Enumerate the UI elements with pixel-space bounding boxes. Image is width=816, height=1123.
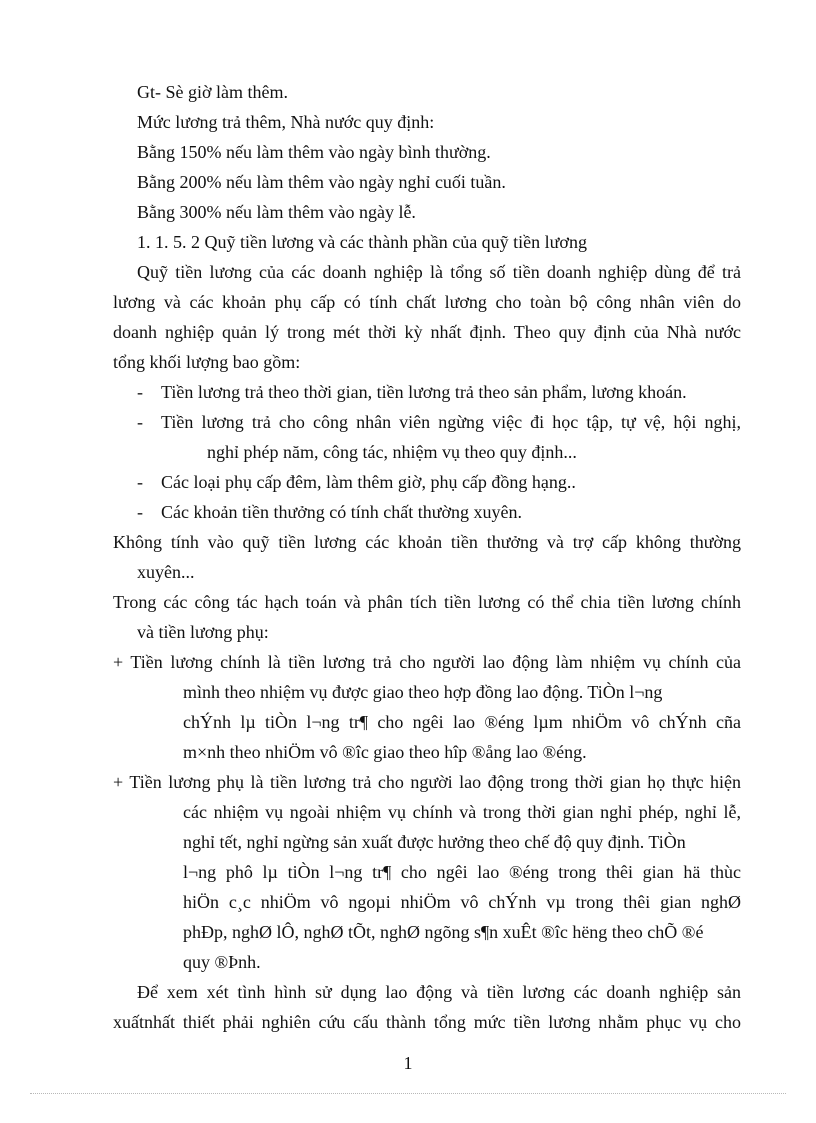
bullet-dash: - xyxy=(137,382,143,402)
plus-item: + Tiền lương chính là tiền lương trả cho người lao động làm nhiệm vụ chính của xyxy=(113,652,741,672)
list-item: Tiền lương trả cho công nhân viên ngừng việc đi học tập, tự vệ, hội nghị, xyxy=(161,412,741,432)
text-line: Bằng 300% nếu làm thêm vào ngày lễ. xyxy=(137,202,416,222)
plus-item-continued: chÝnh lµ tiÒn l¬ng tr¶ cho ngêi lao ®éng lµm nhiÖm vô chÝnh cña xyxy=(183,712,741,732)
text-line: Gt- Sè giờ làm thêm. xyxy=(137,82,288,102)
plus-item-continued: mình theo nhiệm vụ được giao theo hợp đồng lao động. TiÒn l¬ng xyxy=(183,682,663,702)
list-item: Các loại phụ cấp đêm, làm thêm giờ, phụ cấp đồng hạng.. xyxy=(161,472,576,492)
paragraph-line: Trong các công tác hạch toán và phân tích tiền lương có thể chia tiền lương chính xyxy=(113,592,741,612)
paragraph-line: doanh nghiệp quản lý trong mét thời kỳ nhất định. Theo quy định của Nhà nước xyxy=(113,322,741,342)
plus-item-continued: l¬ng phô lµ tiÒn l¬ng tr¶ cho ngêi lao ®éng trong thêi gian hä thùc xyxy=(183,862,741,882)
text-line: Bằng 150% nếu làm thêm vào ngày bình thường. xyxy=(137,142,491,162)
paragraph-line: lương và các khoản phụ cấp có tính chất lương cho toàn bộ công nhân viên do xyxy=(113,292,741,312)
paragraph-line: Không tính vào quỹ tiền lương các khoản tiền thưởng và trợ cấp không thường xyxy=(113,532,741,552)
plus-item-continued: m×nh theo nhiÖm vô ®îc giao theo hîp ®ång lao ®éng. xyxy=(183,742,587,762)
list-item: Tiền lương trả theo thời gian, tiền lương trả theo sản phẩm, lương khoán. xyxy=(161,382,687,402)
bullet-dash: - xyxy=(137,502,143,522)
plus-item-continued: các nhiệm vụ ngoài nhiệm vụ chính và trong thời gian nghỉ phép, nghỉ lễ, xyxy=(183,802,741,822)
paragraph-line: và tiền lương phụ: xyxy=(137,622,269,642)
plus-item-continued: nghỉ tết, nghỉ ngừng sản xuất được hưởng theo chế độ quy định. TiÒn xyxy=(183,832,686,852)
list-item: Các khoản tiền thưởng có tính chất thường xuyên. xyxy=(161,502,522,522)
bullet-dash: - xyxy=(137,412,143,432)
page-number: 1 xyxy=(403,1053,413,1073)
bullet-dash: - xyxy=(137,472,143,492)
list-item-continued: nghỉ phép năm, công tác, nhiệm vụ theo quy định... xyxy=(207,442,577,462)
paragraph-line: xuyên... xyxy=(137,562,195,582)
paragraph-line: Để xem xét tình hình sử dụng lao động và tiền lương các doanh nghiệp sản xyxy=(137,982,741,1002)
text-line: Bằng 200% nếu làm thêm vào ngày nghỉ cuối tuần. xyxy=(137,172,506,192)
plus-item-continued: phÐp, nghØ lÔ, nghØ tÕt, nghØ ngõng s¶n xuÊt ®îc hëng theo chÕ ®é xyxy=(183,922,704,942)
plus-item-continued: quy ®Þnh. xyxy=(183,952,261,972)
plus-item-continued: hiÖn c¸c nhiÖm vô ngoµi nhiÖm vô chÝnh vµ trong thêi gian nghØ xyxy=(183,892,741,912)
paragraph-line: tổng khối lượng bao gồm: xyxy=(113,352,301,372)
text-line: Mức lương trả thêm, Nhà nước quy định: xyxy=(137,112,435,132)
section-heading: 1. 1. 5. 2 Quỹ tiền lương và các thành phần của quỹ tiền lương xyxy=(137,232,587,252)
plus-item: + Tiền lương phụ là tiền lương trả cho người lao động trong thời gian họ thực hiện xyxy=(113,772,741,792)
page-break-divider xyxy=(30,1093,786,1094)
paragraph-line: Quỹ tiền lương của các doanh nghiệp là tổng số tiền doanh nghiệp dùng để trả xyxy=(137,262,741,282)
paragraph-line: xuấtnhất thiết phải nghiên cứu cấu thành tổng mức tiền lương nhằm phục vụ cho xyxy=(113,1012,741,1032)
